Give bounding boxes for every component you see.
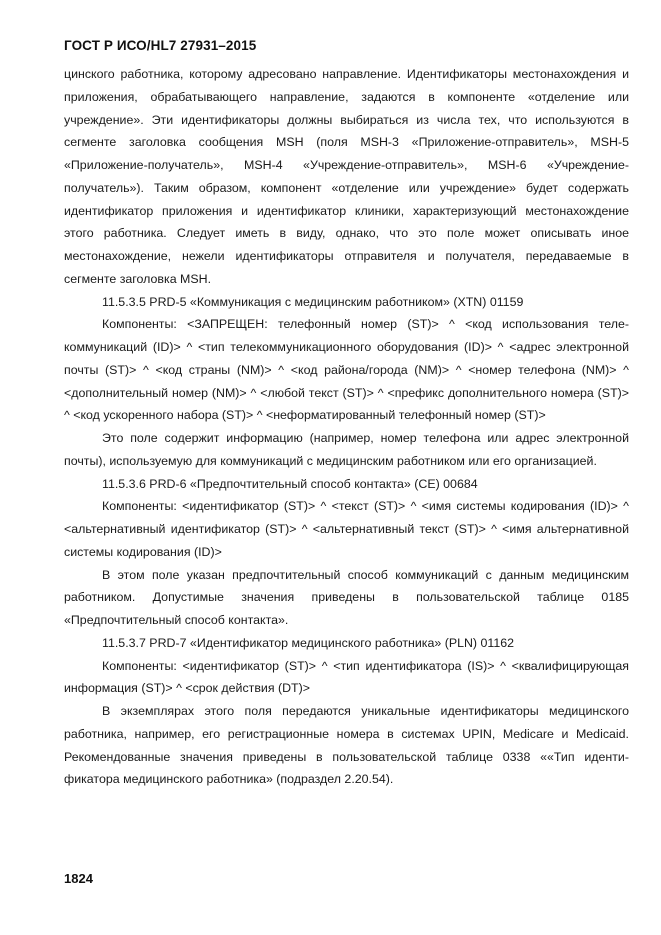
section-heading-prd-7: 11.5.3.7 PRD-7 «Идентификатор медицинского работника» (PLN) 01162 (102, 635, 515, 650)
document-body (64, 63, 629, 791)
document-header: ГОСТ Р ИСО/HL7 27931–2015 (64, 38, 257, 53)
section-heading-prd-5: 11.5.3.5 PRD-5 «Коммуникация с медицинским работником» (XTN) 01159 (102, 294, 524, 309)
paragraph-continuation: цинского работника, которому адресовано направление. Идентификаторы местонахождения и приложения, обрабатывающего направление, задаются в компоненте «отделение или учреждение». Эти идентификаторы должны выбираться из числа тех, что используются в сегменте заголовка сообщения MSH (поля MSH-3 «Приложение-отправитель», MSH-5 «Приложение-получатель», MSH-4 «Учреждение-отправитель», MSH-6 «Учреждение-получатель»). Таким образом, компонент «отделение или учреждение» будет содержать идентификатор приложения и идентификатор клиники, характеризующий местонахождение этого работника. Следует иметь в виду, однако, что это поле может описывать иное местонахождение, нежели идентификаторы отправителя и получателя, передаваемые в сегменте заголовка MSH. (64, 67, 629, 286)
paragraph-prd-7-description: В экземплярах этого поля передаются уникальные идентификаторы медицинского работника, например, его регистрационные номера в системах UPIN, Medicare и Medicaid. Рекомендованные значения приведены в пользовательской таблице 0338 ««Тип идентификатора медицинского работника» (подраздел 2.20.54). (64, 704, 629, 787)
paragraph-prd-6-components: Компоненты: <идентификатор (ST)> ^ <текст (ST)> ^ <имя системы кодирования (ID)> ^ <альтернативный идентификатор (ST)> ^ <альтернативный текст (ST)> ^ <имя альтернативной системы кодирования (ID)> (64, 499, 629, 559)
paragraph-prd-7-components: Компоненты: <идентификатор (ST)> ^ <тип идентификатора (IS)> ^ <квалифицирующая информация (ST)> ^ <срок действия (DT)> (64, 658, 629, 696)
section-heading-prd-6: 11.5.3.6 PRD-6 «Предпочтительный способ контакта» (CE) 00684 (102, 476, 478, 491)
page-number: 1824 (64, 871, 93, 886)
paragraph-prd-6-description: В этом поле указан предпочтительный способ коммуникаций с данным медицинским работником. Допустимые значения приведены в пользовательской таблице 0185 «Предпочтительный способ контакта». (64, 567, 629, 627)
paragraph-prd-5-description: Это поле содержит информацию (например, номер телефона или адрес электронной почты), используемую для коммуникаций с медицинским работником или его организацией. (64, 431, 629, 468)
paragraph-prd-5-components: Компоненты: <ЗАПРЕЩЕН: телефонный номер (ST)> ^ <код использования телекоммуникаций (ID)> ^ <тип телекоммуникационного оборудования (ID)> ^ <адрес электронной почты (ST)> ^ <код страны (NM)> ^ <код района/города (NM)> ^ <номер телефона (NM)> ^ <дополнительный номер (NM)> ^ <любой текст (ST)> ^ <префикс дополнительного номера (ST)> ^ <код ускоренного набора (ST)> ^ <неформатированный телефонный номер (ST)> (64, 317, 629, 423)
